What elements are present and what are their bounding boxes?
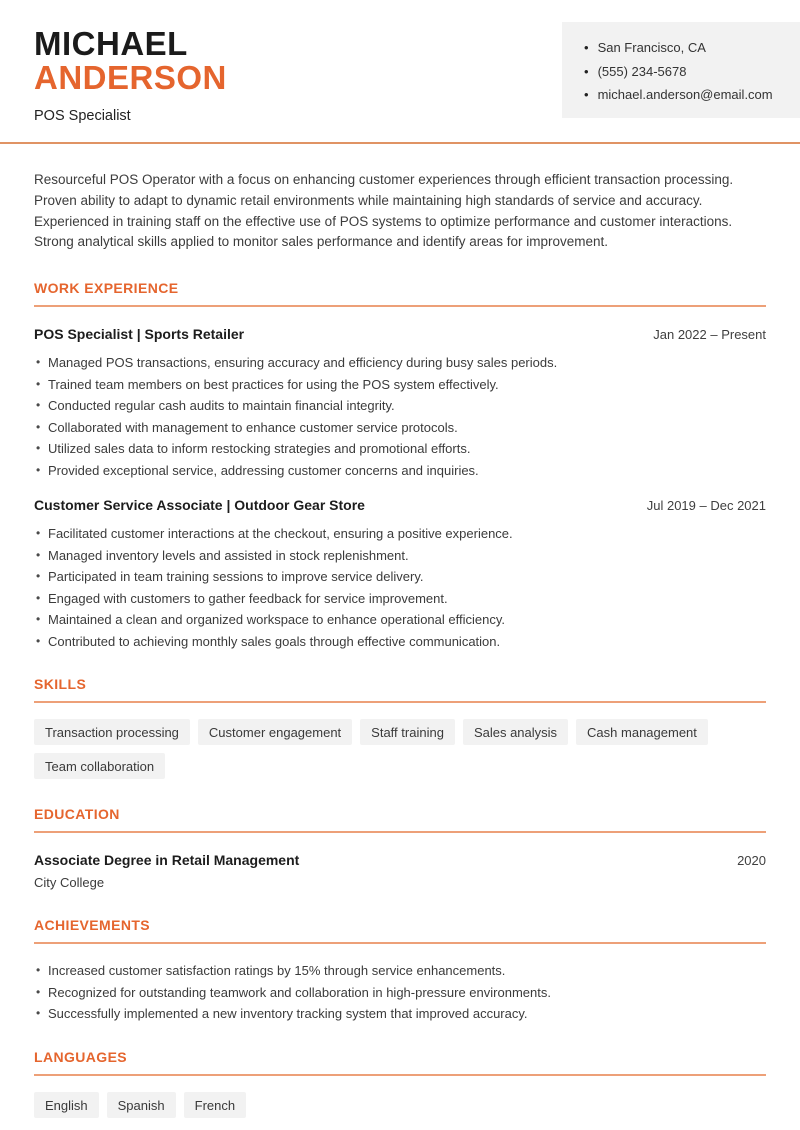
section-skills (34, 676, 766, 779)
job-bullet: • Collaborated with management to enhance customer service protocols. (34, 420, 766, 436)
job-dates: Jul 2019 – Dec 2021 (646, 498, 766, 514)
language-tag: English (34, 1092, 99, 1118)
job-entry-head (34, 326, 766, 342)
job-bullet-list (34, 355, 766, 478)
graduation-year: 2020 (737, 853, 766, 869)
first-name: MICHAEL (34, 25, 188, 62)
job-bullet-list (34, 526, 766, 649)
job-title-company: POS Specialist | Sports Retailer (34, 326, 245, 343)
job-bullet: • Managed POS transactions, ensuring accuracy and efficiency during busy sales periods. (34, 355, 766, 371)
skill-tag: Customer engagement (198, 719, 352, 745)
resume-header (0, 0, 800, 124)
job-bullet: • Utilized sales data to inform restocking strategies and promotional efforts. (34, 441, 766, 457)
job-entry-head (34, 497, 766, 513)
contact-item: • San Francisco, CA (584, 36, 784, 60)
achievement-bullet: • Recognized for outstanding teamwork and collaboration in high-pressure environments. (34, 985, 766, 1001)
job-dates: Jan 2022 – Present (653, 327, 766, 343)
job-title-company: Customer Service Associate | Outdoor Gear Store (34, 497, 365, 514)
job-bullet: • Provided exceptional service, addressing customer concerns and inquiries. (34, 463, 766, 479)
work-experience-heading: WORK EXPERIENCE (34, 280, 766, 307)
education-entry-head (34, 852, 766, 868)
skill-tag: Cash management (576, 719, 708, 745)
job-bullet: • Contributed to achieving monthly sales goals through effective communication. (34, 634, 766, 650)
language-tag: Spanish (107, 1092, 176, 1118)
contact-card (562, 22, 800, 118)
skill-tag: Staff training (360, 719, 455, 745)
skills-heading: SKILLS (34, 676, 766, 703)
languages-tag-list (34, 1092, 766, 1118)
education-entry (34, 852, 766, 890)
skill-tag: Sales analysis (463, 719, 568, 745)
degree-title: Associate Degree in Retail Management (34, 852, 300, 869)
section-languages (34, 1049, 766, 1118)
job-bullet: • Participated in team training sessions to improve service delivery. (34, 569, 766, 585)
languages-heading: LANGUAGES (34, 1049, 766, 1076)
summary-paragraph: Resourceful POS Operator with a focus on enhancing customer experiences through efficient transaction processing. Proven ability to adapt to dynamic retail environments while maintaining high standards of service and accuracy. Experienced in training staff on the effective use of POS systems to optimize performance and customer interactions. Strong analytical skills applied to monitor sales performance and identify areas for improvement. (34, 172, 734, 250)
skill-tag: Team collaboration (34, 753, 165, 779)
contact-item: • michael.anderson@email.com (584, 83, 784, 107)
candidate-job-title: POS Specialist (34, 108, 131, 124)
achievements-heading: ACHIEVEMENTS (34, 917, 766, 944)
job-bullet: • Managed inventory levels and assisted in stock replenishment. (34, 548, 766, 564)
job-bullet: • Conducted regular cash audits to maintain financial integrity. (34, 398, 766, 414)
resume-body (0, 170, 800, 1118)
job-bullet: • Facilitated customer interactions at the checkout, ensuring a positive experience. (34, 526, 766, 542)
last-name: ANDERSON (34, 59, 227, 96)
achievement-bullet: • Successfully implemented a new inventory tracking system that improved accuracy. (34, 1006, 766, 1022)
header-divider (0, 142, 800, 144)
school-name: City College (34, 875, 105, 891)
education-heading: EDUCATION (34, 806, 766, 833)
contact-item: • (555) 234-5678 (584, 60, 784, 84)
section-work-experience (34, 280, 766, 649)
job-entry (34, 326, 766, 478)
section-achievements (34, 917, 766, 1022)
job-bullet: • Maintained a clean and organized workspace to enhance operational efficiency. (34, 612, 766, 628)
job-bullet: • Trained team members on best practices for using the POS system effectively. (34, 377, 766, 393)
language-tag: French (184, 1092, 246, 1118)
job-bullet: • Engaged with customers to gather feedback for service improvement. (34, 591, 766, 607)
job-entry (34, 497, 766, 649)
skills-tag-list (34, 719, 766, 779)
achievements-bullet-list (34, 963, 766, 1022)
section-education (34, 806, 766, 890)
skill-tag: Transaction processing (34, 719, 190, 745)
achievement-bullet: • Increased customer satisfaction ratings by 15% through service enhancements. (34, 963, 766, 979)
